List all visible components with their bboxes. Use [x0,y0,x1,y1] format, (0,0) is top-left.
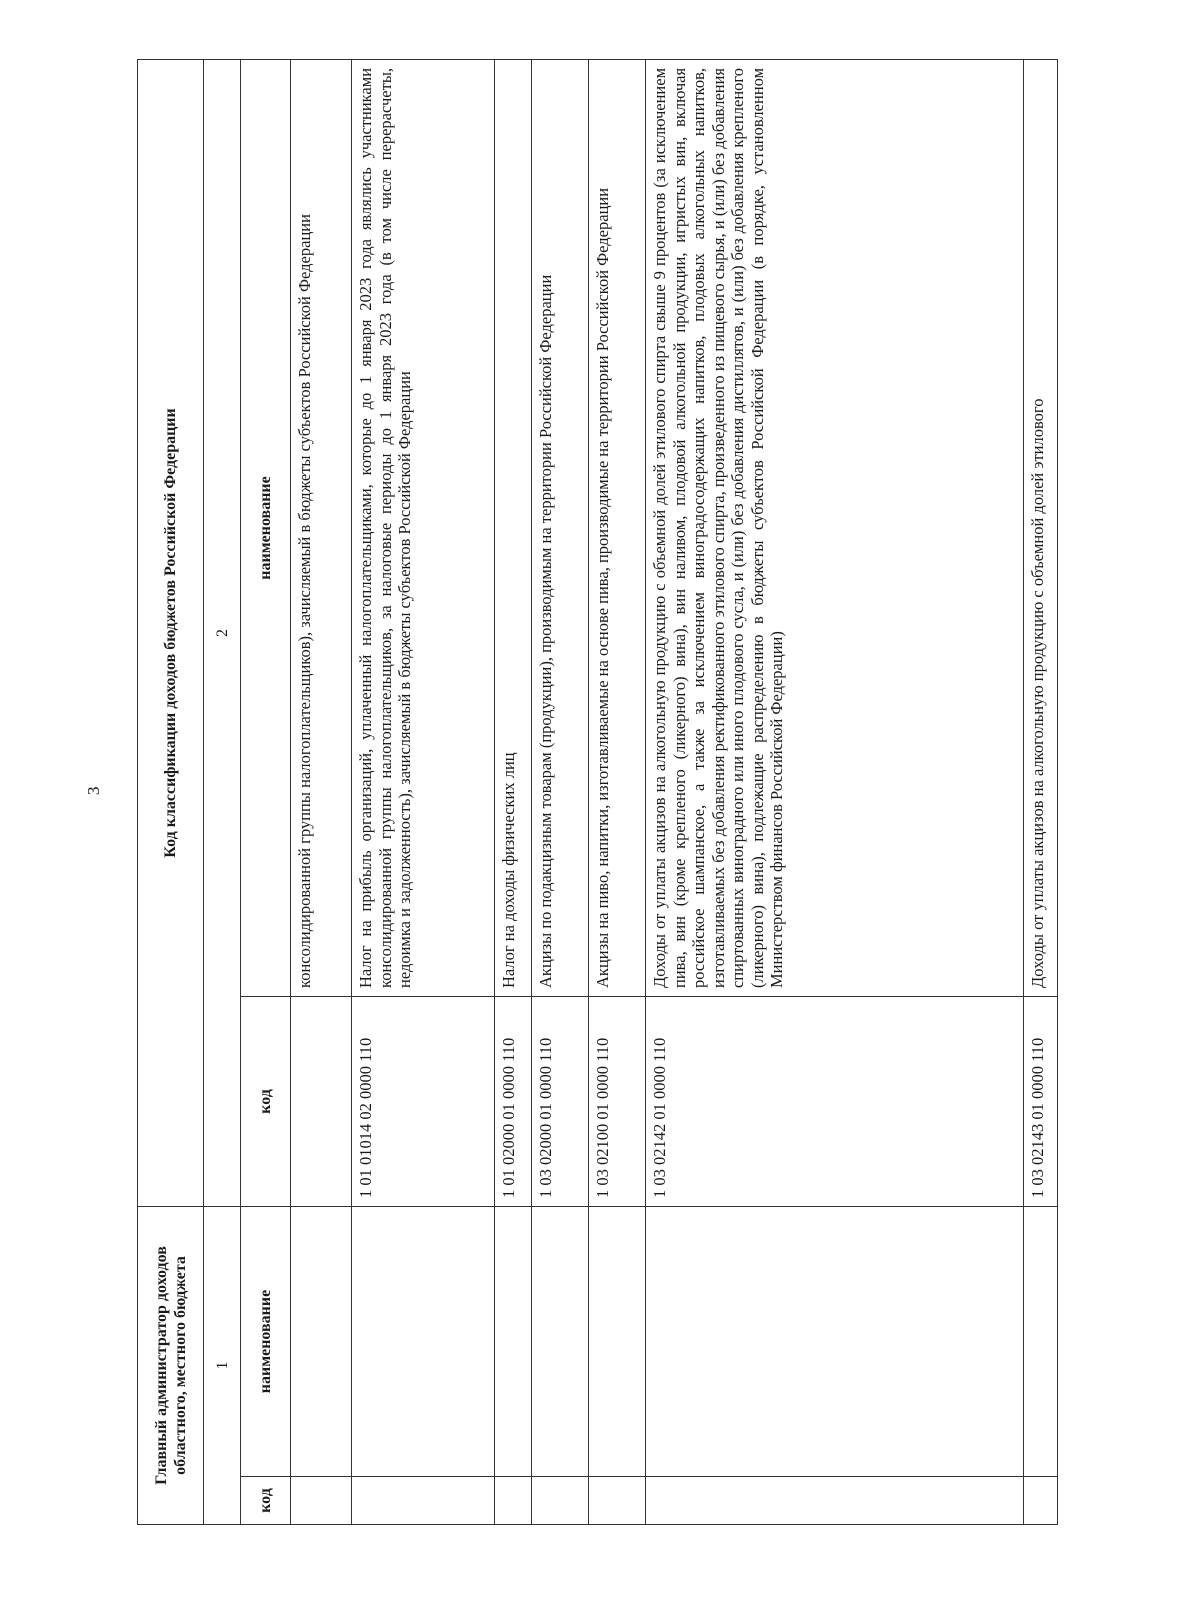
rotated-table-wrapper [137,60,1057,1525]
admin-code-cell [589,1477,646,1525]
header-number-1: 1 [204,1206,241,1524]
class-name-cell: Акцизы на пиво, напитки, изготавливаемые на основе пива, производимые на территории Российской Федерации [589,59,646,996]
admin-name-cell [589,1206,646,1476]
table-row [291,59,352,1524]
class-name-cell: Налог на доходы физических лиц [495,59,532,996]
revenue-classification-table [137,59,1058,1525]
class-code-cell [291,996,352,1206]
admin-code-cell [532,1477,589,1525]
class-code-cell: 1 03 02143 01 0000 110 [1024,996,1058,1206]
admin-code-cell [291,1477,352,1525]
class-code-cell: 1 01 02000 01 0000 110 [495,996,532,1206]
class-name-cell: Налог на прибыль организаций, уплаченный налогоплательщиками, которые до 1 января 2023 года являлись участниками консолидированной группы налогоплательщиков, за налоговые периоды до 1 января 2023 года (в том числе перерасчеты, недоимка и задолженность), зачисляемый в бюджеты субъектов Российской Федерации [352,59,495,996]
header-row-groups [138,59,204,1524]
table-row [1024,59,1058,1524]
header-classification-group: Код классификации доходов бюджетов Российской Федерации [138,59,204,1206]
admin-name-cell [352,1206,495,1476]
header-class-code: код [241,996,291,1206]
admin-code-cell [352,1477,495,1525]
header-row-numbers [204,59,241,1524]
table-row [495,59,532,1524]
header-number-2: 2 [204,59,241,1206]
class-code-cell: 1 01 01014 02 0000 110 [352,996,495,1206]
admin-name-cell [646,1206,1024,1476]
admin-code-cell [1024,1477,1058,1525]
admin-name-cell [495,1206,532,1476]
header-admin-group: Главный администратор доходов областного, местного бюджета [138,1206,204,1524]
class-name-cell: консолидированной группы налогоплательщиков), зачисляемый в бюджеты субъектов Российской Федерации [291,59,352,996]
class-code-cell: 1 03 02142 01 0000 110 [646,996,1024,1206]
class-name-cell: Доходы от уплаты акцизов на алкогольную продукцию с объемной долей этилового спирта свыше 9 процентов (за исключением пива, вин (кроме крепленого (ликерного) вина), вин наливом, плодовой алкогольной продукции, игристых вин, включая российское шампанское, а также за исключением виноградосодержащих напитков, плодовых алкогольных напитков, изготавливаемых без добавления ректификованного этилового спирта, произведенного из пищевого сырья, и (или) без добавления спиртованных виноградного или иного плодового сусла, и (или) без добавления дистиллятов, и (или) без добавления крепленого (ликерного) вина), подлежащие распределению в бюджеты субъектов Российской Федерации (в порядке, установленном Министерством финансов Российской Федерации) [646,59,1024,996]
table-row [352,59,495,1524]
page-number: 3 [84,786,103,795]
table-row [646,59,1024,1524]
table-row [532,59,589,1524]
admin-name-cell [532,1206,589,1476]
header-row-columns [241,59,291,1524]
admin-name-cell [1024,1206,1058,1476]
class-name-cell: Акцизы по подакцизным товарам (продукции), производимым на территории Российской Федерации [532,59,589,996]
table-row [589,59,646,1524]
header-admin-code: код [241,1477,291,1525]
header-admin-name: наименование [241,1206,291,1476]
admin-name-cell [291,1206,352,1476]
class-name-cell: Доходы от уплаты акцизов на алкогольную продукцию с объемной долей этилового [1024,59,1058,996]
admin-code-cell [495,1477,532,1525]
class-code-cell: 1 03 02100 01 0000 110 [589,996,646,1206]
class-code-cell: 1 03 02000 01 0000 110 [532,996,589,1206]
admin-code-cell [646,1477,1024,1525]
header-class-name: наименование [241,59,291,996]
